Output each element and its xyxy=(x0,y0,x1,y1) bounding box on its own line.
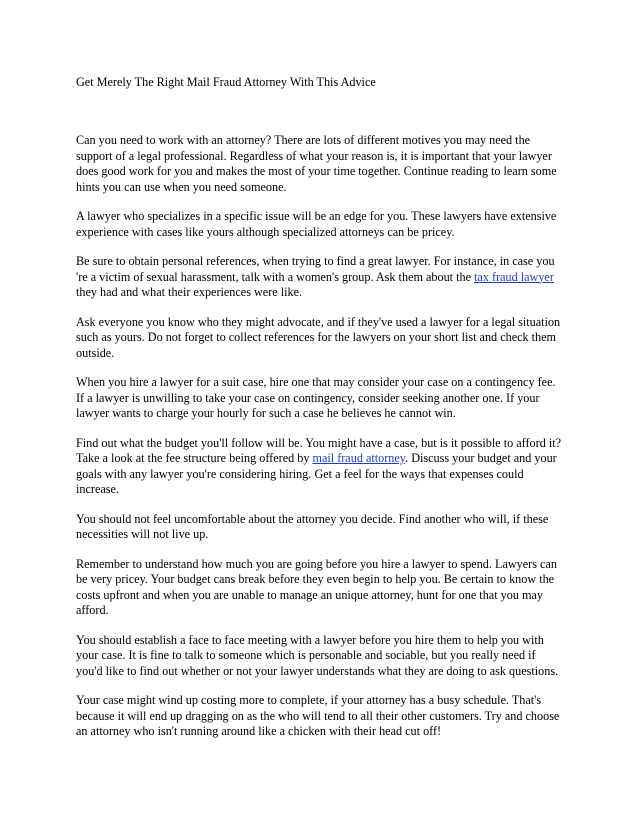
paragraph: A lawyer who specializes in a specific issue will be an edge for you. These lawyers have extensive experience with cases like yours although specialized attorneys can be pricey. xyxy=(76,209,557,239)
document-body xyxy=(76,133,564,754)
mail-fraud-attorney-link[interactable]: mail fraud attorney xyxy=(312,451,406,465)
paragraph xyxy=(76,436,564,498)
paragraph-text: they had and what their experiences were like. xyxy=(76,285,303,299)
paragraph: Ask everyone you know who they might advocate, and if they've used a lawyer for a legal situation such as yours. Do not forget to collect references for the lawyers on your short list and check them outside. xyxy=(76,314,561,360)
paragraph: You should not feel uncomfortable about the attorney you decide. Find another who will, if these necessities will not live up. xyxy=(76,511,549,541)
paragraph-text: Find out what the budget you'll follow will be. You might have a case, but is it possible to afford it? Take a look at the fee structure being offered by xyxy=(76,435,562,465)
paragraph: You should establish a face to face meeting with a lawyer before you hire them to help you with your case. It is fine to talk to someone which is personable and sociable, but you really need if you'd like to find out whether or not your lawyer understands what they are doing to ask questions. xyxy=(76,632,559,678)
paragraph-text: . Discuss your budget and your goals with any lawyer you're considering hiring. Get a feel for the ways that expenses could increase. xyxy=(76,451,557,496)
document-title: Get Merely The Right Mail Fraud Attorney With This Advice xyxy=(76,75,376,89)
tax-fraud-lawyer-link[interactable]: tax fraud lawyer xyxy=(474,269,554,284)
paragraph xyxy=(76,254,564,301)
paragraph-text: Be sure to obtain personal references, when trying to find a great lawyer. For instance, in case you 're a victim of sexual harassment, talk with a women's group. Ask them about the xyxy=(76,254,555,284)
paragraph: When you hire a lawyer for a suit case, hire one that may consider your case on a contingency fee. If a lawyer is unwilling to take your case on contingency, consider seeking another one. If your lawyer wants to charge your hourly for such a case he believes he cannot win. xyxy=(76,375,556,420)
paragraph: Your case might wind up costing more to complete, if your attorney has a busy schedule. That's because it will end up dragging on as the who will tend to all their other customers. Try and choose an attorney who isn't running around like a chicken with their head cut off! xyxy=(76,693,560,738)
paragraph: Can you need to work with an attorney? There are lots of different motives you may need the support of a legal professional. Regardless of what your reason is, it is important that your lawyer does good work for you and makes the most of your time together. Continue reading to learn some hints you can use when you need someone. xyxy=(76,133,557,194)
paragraph: Remember to understand how much you are going before you hire a lawyer to spend. Lawyers can be very pricey. Your budget cans break before they even begin to help you. Be certain to know the costs upfront and when you are unable to manage an unique attorney, hunt for one that you may afford. xyxy=(76,556,557,617)
